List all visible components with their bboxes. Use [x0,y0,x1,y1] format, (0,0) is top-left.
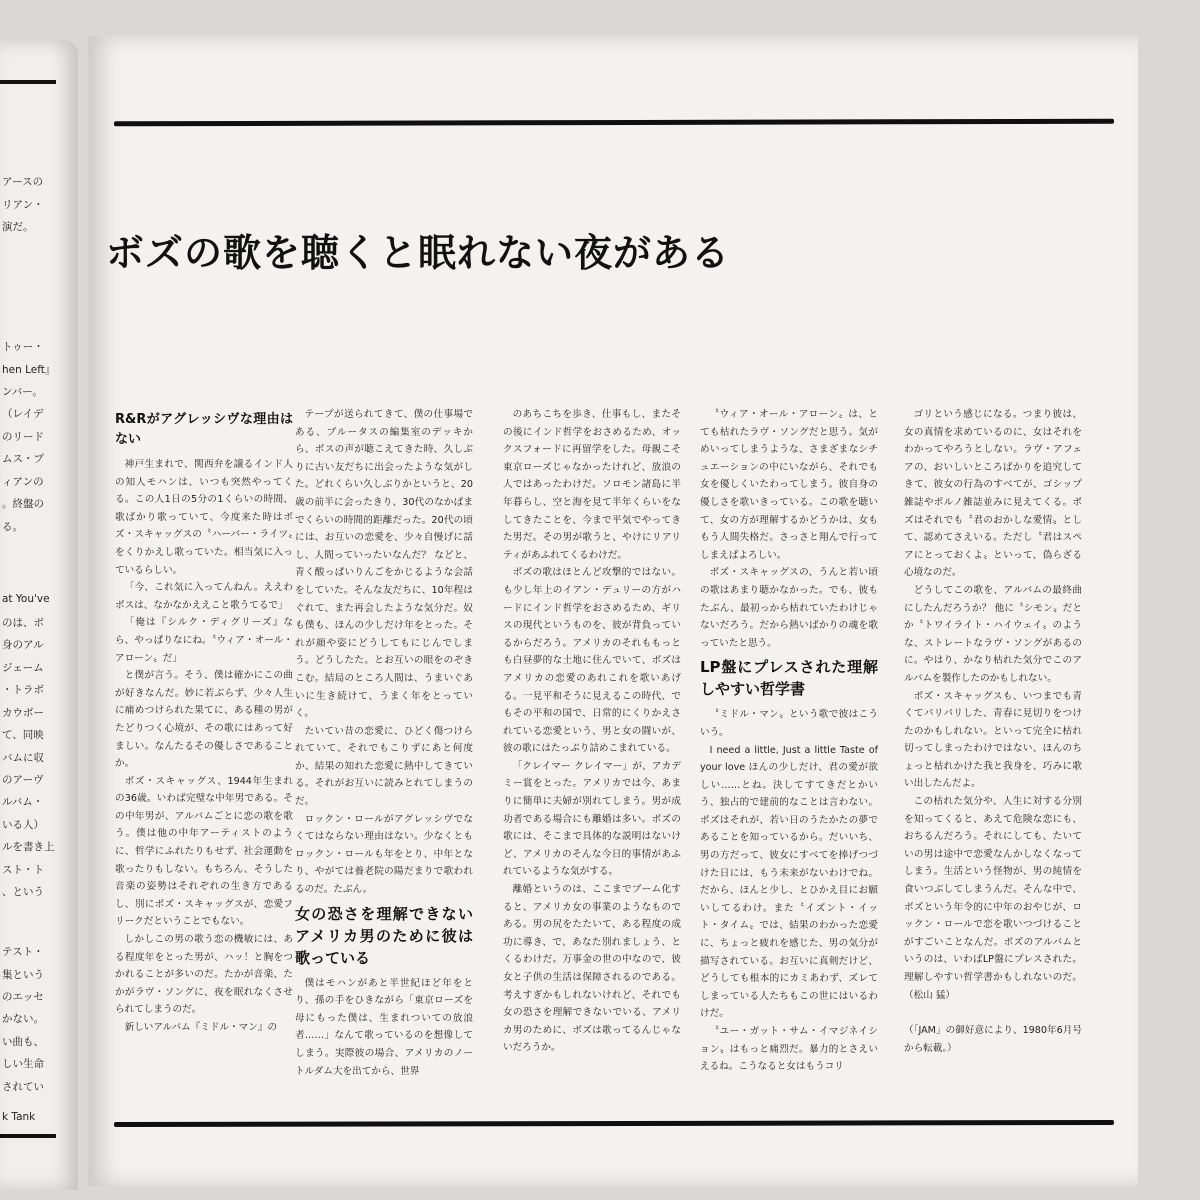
article-paragraph: ボズ・スキャッグス、1944年生まれの36歳。いわば完璧な中年男である。その中年男が、アルバムごとに恋の歌を歌う。僕は他の中年アーティストのように、哲学にふれたりもせず、社会運動を歌ったりもしない。もちろん、そうした音楽の姿勢はそれぞれの生き方であるし、別にボズ・スキャッグスが、恋愛フリークだということでもない。 [115,775,293,928]
left-page-fragment: リアン・ [2,199,44,211]
section-subhead: 女の恐さを理解できないアメリカ男のために彼は歌っている [295,904,473,967]
bottom-rule [114,1120,1114,1127]
left-page-fragment: k Tank [2,1111,36,1123]
left-page-fragment: されてい [2,1081,44,1093]
left-page-fragment: テスト・ [2,946,44,958]
left-page-fragment: カウボー [2,707,44,719]
left-page-fragment: かない。 [2,1013,44,1025]
article-paragraph: 〝ユー・ガット・サム・イマジネイション〟はもっと痛烈だ。暴力的とさえいえるね。こうなると女はもうコリ [700,1026,878,1073]
left-page [0,40,78,1190]
left-page-fragment: る。 [2,521,23,533]
left-page-fragment: バムに収 [2,752,44,764]
left-page-fragment: 演だ。 [2,221,34,233]
article-paragraph: 「俺は『シルク・ディグリーズ』なら、やっぱりなにね。〝ウィア・オール・アローン〟だ」 [115,617,293,664]
article-paragraph: 離婚というのは、ここまでブーム化すると、アメリカ女の事業のようなものである。男の尻をたたいて、ある程度の成功に導き、で、あなた別れましょう、とくるわけだ。万事金の世の中なので、彼女と子供の生活は保障されるのである。考えすぎかもしれないけれど、それでも女の恐さを理解できないでいる、アメリカ男のために、ボズは歌ってるんじゃないだろうか。 [503,884,681,1054]
article-paragraph: この枯れた気分や、人生に対する分別を知ってくると、あえて危険な恋にも、おちるんだろう。それにしても、たいていの男は途中で恋愛なんかしなくなってしまう。生活という怪物が、男の純情を食いつぶしてしまうんだ。そんな中で、ボズという年令的に中年のおやじが、ロックン・ロールで恋を歌いつづけることがすごいことなんだ。ボズのアルバムというのは、いわばLP盤にプレスされた。理解しやすい哲学書かもしれないのだ。 （松山 猛） [904,796,1082,1001]
left-page-fragment: のエッセ [2,991,44,1003]
right-page [88,36,1138,1186]
article-paragraph: 神戸生まれで、関西弁を譲るインド人の知人モハンは、いつも突然やってくる。この人1日の5分の1くらいの時間、歌ばかり歌っていて、今度来た時はボズ・スキャッグスの〝ハーバー・ライツ〟をくりかえし歌っていた。相当気に入っているらしい。 [115,459,293,576]
section-subhead: LP盤にプレスされた理解しやすい哲学書 [700,658,878,699]
left-page-fragment: ジェーム [2,662,44,674]
article-column-2 [295,406,473,1080]
reprint-credit: （「JAM」の御好意により、1980年6月号から転載。） [904,1025,1082,1054]
article-paragraph: たいてい昔の恋愛に、ひどく傷つけられていて、それでもこりずにあと何度か、結果の知れた恋愛に熱中してきている。それがお互いに読みとれてしまうのだ。 [295,725,473,808]
article-column-1 [115,406,293,1037]
article-column-3 [503,406,681,1057]
article-paragraph: 僕はモハンがあと半世紀ほど年をとり、孫の手をひきながら「東京ローズを母にもった僕は、生まれついての放浪者……」なんて歌っているのを想像してしまう。実際彼の場合、アメリカのノートルダム大を出てから、世界 [295,977,473,1077]
left-page-fragment: 身のアル [2,639,44,651]
article-paragraph: ボズ・スキャッグスも、いつまでも青くてパリパリした、青春に見切りをつけたのかもしれない。といって完全に枯れ切ってしまったわけではない、ほんのちょっと枯れかけた我と我身を、巧みに歌い出したんだよ。 [904,690,1082,790]
left-page-fragment: ムス・プ [2,453,44,465]
article-paragraph: ボズの歌はほとんど攻撃的ではない。も少し年上のイアン・デュリーの方がハードにインド哲学をおさめるため、ギリスの現代というものを、彼が背負っているからだろう。アメリカのそれももっとも白昼夢的な土地に住んでいて、ボズはアメリカの恋愛のあれこれを歌いあげる。一見平和そうに見えるこの時代、でもその平和の国で、日常的にくりかえされている恋愛という、男と女の闘いが、彼の歌にはたっぷり詰めこまれている。 [503,567,681,755]
left-page-fragment: （レイデ [2,408,44,420]
section-subhead: R&Rがアグレッシヴな理由はない [115,412,293,447]
left-page-fragment: アースの [2,176,44,188]
article-paragraph: 「今、これ気に入ってんねん。ええわボスは、なかなかええこと歌うてるで」 [115,582,293,611]
left-page-fragment: いる人） [2,819,44,831]
article-paragraph: のあちこちを歩き、仕事もし、またその後にインド哲学をおさめるため、オックスフォードに再留学をした。母親こそ東京ローズじゃなかったけれど、放浪の人ではあったわけだ。ソロモン諸島に半年暮らし、空と海を見て半年くらいをなしてきたことを、今まで平気でやってきた男だ。その男が歌うと、やけにリアリティがあふれてくるわけだ。 [503,409,681,561]
left-page-fragment: ンバー。 [2,386,43,398]
article-paragraph: 〝ウィア・オール・アローン〟は、とても枯れたラヴ・ソングだと思う。気がめいってしまうような、さまざまなシチュエーションの中にいながら、それでも女を優しくいたわってしまう。彼自身の優しさを歌いきっている。この歌を聴いて、女の方が理解するかどうかは、女ももう人間失格だ。さっさと翔んで行ってしまえばよろしい。 [700,409,878,561]
left-page-fragment: のリード [2,431,44,443]
left-page-fragment: のは、ボ [2,617,44,629]
left-page-bottom-rule [0,1134,56,1138]
article-headline: ボズの歌を聴くと眠れない夜がある [106,230,731,275]
left-page-fragment: スト・ト [2,864,44,876]
left-page-fragment: ルバム・ [2,796,44,808]
left-page-fragment: い曲も、 [2,1036,44,1048]
article-paragraph: と僕が言う。そう、僕は確かにこの曲が好きなんだ。妙に若ぶらず、少々人生に痛めつけられた果てに、ある種の男がたどりつく心境が、その歌にはあって好ましい。なんたるその優しさであることか。 [115,670,293,770]
article-paragraph: ロックン・ロールがアグレッシヴでなくてはならない理由はない。少なくともロックン・ロールも年をとり、中年となり、やがては養老院の陽だまりで歌われるのだ。たぶん。 [295,813,473,896]
left-page-top-rule [0,80,56,84]
article-column-4 [700,406,878,1076]
article-paragraph: I need a little, Just a little Taste of your love ほんの少しだけ、君の愛が欲しい……とね。決してすてきだとかいう、独占的で建前的なことは言わない。ボズはそれが、若い日のうたかたの夢であることを知っているから。だいいち、男の方だって、彼女にすべてを捧げつづけた日には、もう未来がないわけでね。だから、ほんと少し、とひかえ目にお願いしてるわけ。また〝イズント・イット・タイム〟では、結果のわかった恋愛に、ちょっと疲れを感じた、男の気分が描写されている。お互いに真剣だけど、どうしても根本的にカミあわず、ズレてしまっている人たちもこの世にはいるわけだ。 [700,744,878,1020]
left-page-fragment: 、という [2,886,44,898]
left-page-fragment: しい生命 [2,1058,44,1070]
left-page-fragment: ・トラボ [2,684,44,696]
left-page-fragment: ィアンの [2,476,44,488]
article-paragraph: しかしこの男の歌う恋の機敏には、ある程度年をとった男が、ハッ！と胸をつかれることが多いのだ。たかが音楽、たかがラヴ・ソングに、夜を眠れなくさせられてしまうのだ。 [115,934,293,1016]
left-page-fragment: トゥー・ [2,341,44,353]
left-page-fragment: のアーヴ [2,774,44,786]
article-paragraph: テープが送られてきて、僕の仕事場である、ブルータスの編集室のデッキから、ボスの声が聴こえてきた時、久しぶりに古い友だちに出会ったような気がした。どれくらい久しぶりかというと、20歳の前半に会ったきり、30代のなかばまでくらいの時間的距離だった。20代の頃には、お互いの恋愛を、少々自慢げに話し、人間っていったいなんだ？ などと、青く酸っぱいりんごをかじるような会話をしていた。そんな友だちに、10年程はぐれて、また再会したような気分だ。奴も僕も、ほんの少しだけ年をとった。それが顔や姿にどうしてもにじんでしまう。どうしたた。とお互いの眼をのぞきこむ。結局のところ人間は、うまいぐあいに生き続けて、うまく年をとっていく。 [295,409,473,720]
left-page-fragment: ルを書き上 [2,841,55,853]
top-rule [114,119,1114,127]
left-page-fragment: hen Left』 [2,364,56,376]
left-page-fragment: 。終盤の [2,498,44,510]
article-paragraph: どうしてこの歌を、アルバムの最終曲にしたんだろうか？ 他に〝シモン〟だとか〝トワイライト・ハイウェイ〟のような、ストレートなラヴ・ソングがあるのに。やはり、かなり枯れた気分でこのアルバムを製作したのかもしれない。 [904,584,1082,684]
article-column-5 [904,406,1082,1057]
left-page-fragment: at You've [2,593,50,605]
article-paragraph: 「クレイマー クレイマー」が、アカデミー賞をとった。アメリカでは今、あまりに簡単に夫婦が別れてしまう。男が成功者である場合にも離婚は多い。ボズの歌には、そこまで具体的な説明はないけど、アメリカのそんな今日的事情があふれているような気がする。 [503,760,681,878]
left-page-fragment: 集という [2,969,44,981]
article-paragraph: 〝ミドル・マン〟という歌で彼はこういう。 [700,709,878,738]
left-page-fragment: て、同映 [2,729,44,741]
article-paragraph: ボズ・スキャッグスの、うんと若い頃の歌はあまり聴かなかった。でも、彼もたぶん、最初っから枯れていたわけじゃないだろう。だから熱いばかりの魂を歌っていたと思う。 [700,567,878,649]
article-paragraph: ゴリという感じになる。つまり彼は、女の真情を求めているのに、女はそれをわかってやろうとしない。ラヴ・アフェアの、おいしいところばかりを追究してきて、彼女の行為のすべてが、ゴシップ雑誌やポルノ雑誌並みに見えてくる。ボズはそれでも〝君のおかしな愛情〟として、認めてさえいる。ただし〝君はスペアにとっておくよ〟といって、偽らざる心境なのだ。 [904,409,1082,579]
article-paragraph: 新しいアルバム『ミドル・マン』の [124,1022,278,1033]
